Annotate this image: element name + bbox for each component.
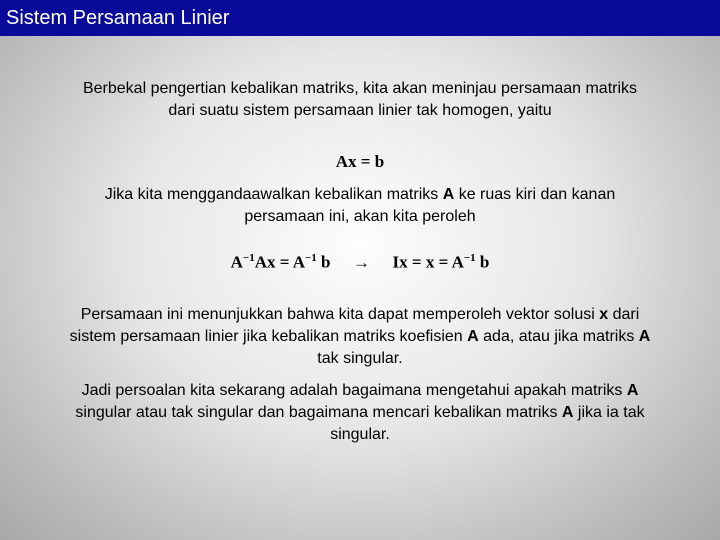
equation-ax-b: Ax = b xyxy=(335,152,385,171)
solution-paragraph xyxy=(60,304,660,370)
eq-rhs-b: b xyxy=(475,252,490,272)
eq-inverse-exponent: −1 xyxy=(305,252,317,264)
matrix-a-symbol: A xyxy=(467,328,479,345)
slide-title: Sistem Persamaan Linier xyxy=(0,0,720,36)
matrix-a-symbol: A xyxy=(626,382,639,399)
matrix-a-symbol: A xyxy=(442,186,455,203)
eq-inverse-exponent: −1 xyxy=(242,252,255,264)
multiply-paragraph xyxy=(70,184,650,228)
text-segment: singular atau tak singular dan bagaimana mencari kebalikan matriks xyxy=(75,404,562,421)
text-segment: Jadi persoalan kita sekarang adalah bagaimana mengetahui apakah matriks xyxy=(81,382,627,399)
vector-x-symbol: x xyxy=(599,306,609,323)
eq-lhs-a: A xyxy=(230,252,243,272)
equation-inverse xyxy=(0,252,720,273)
text-segment: ada, atau jika matriks xyxy=(478,328,639,345)
text-segment: jika ia tak singular. xyxy=(330,404,645,443)
text-segment: tak singular. xyxy=(317,350,403,367)
eq-rhs: Ix = x = A xyxy=(392,252,464,272)
intro-paragraph: Berbekal pengertian kebalikan matriks, kita akan meninjau persamaan matriks dari suatu sistem persamaan linier tak homogen, yaitu xyxy=(82,80,638,119)
text-segment: Persamaan ini menunjukkan bahwa kita dapat memperoleh vektor solusi xyxy=(80,306,600,323)
text-segment: ke ruas kiri dan kanan persamaan ini, akan kita peroleh xyxy=(244,186,616,225)
implies-arrow-icon: → xyxy=(353,252,371,272)
text-segment: Jika kita menggandaawalkan kebalikan matriks xyxy=(104,186,443,203)
eq-lhs-rest: Ax = A xyxy=(254,252,306,272)
matrix-a-symbol: A xyxy=(638,328,651,345)
matrix-a-symbol: A xyxy=(561,404,574,421)
eq-lhs-b: b xyxy=(316,252,331,272)
text-segment: dari sistem persamaan linier jika kebalikan matriks koefisien xyxy=(69,306,640,345)
conclusion-paragraph xyxy=(60,380,660,446)
eq-inverse-exponent: −1 xyxy=(463,252,476,264)
